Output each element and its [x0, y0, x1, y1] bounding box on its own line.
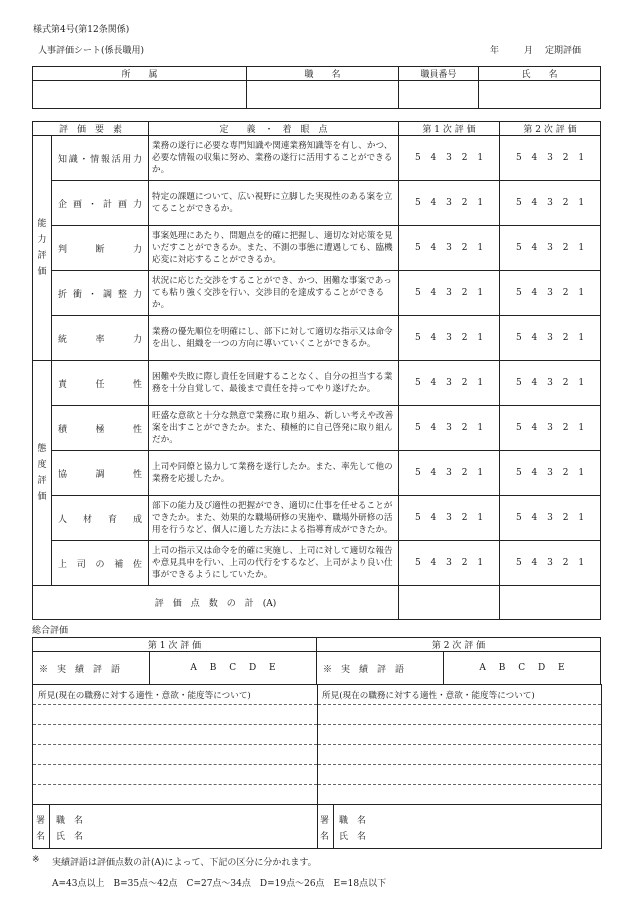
element-label: 積極性 [58, 424, 143, 435]
first-eval-score[interactable]: 5 4 3 2 1 [399, 136, 500, 181]
element-label: 判断力 [58, 244, 143, 255]
first-eval-score[interactable]: 5 4 3 2 1 [399, 226, 500, 271]
period-month: 月 [524, 46, 534, 56]
group-attitude-char: 評 [37, 476, 47, 486]
period-year: 年 [490, 46, 500, 56]
element-label: 上司の補佐 [58, 559, 143, 570]
second-post-label: 職 名 [339, 816, 367, 826]
second-eval-score[interactable]: 5 4 3 2 1 [500, 181, 601, 226]
element-definition: 事案処理にあたり、問題点を的確に把握し、適切な対応策を見いだすことができるか。また、不測の事態に遭遇しても、臨機応変に対応することができるか。 [149, 226, 399, 271]
group-ability-char: 価 [37, 267, 47, 277]
header-first-eval: 第 1 次 評 価 [399, 122, 500, 136]
group-attitude-char: 価 [37, 492, 47, 502]
first-signature-field[interactable] [103, 808, 308, 844]
overall-section-title: 総合評価 [32, 626, 69, 636]
element-label: 人材育成 [58, 514, 143, 525]
element-definition: 業務の遂行に必要な専門知識や関連業務知識等を有し、かつ、必要な情報の収集に努め、業務の遂行に活用することができるか。 [149, 136, 399, 181]
group-attitude [33, 361, 52, 586]
element-definition: 上司の指示又は命令を的確に実施し、上司に対して適切な報告や意見具申を行い、上司の代行をするなど、上司がより良い仕事ができるようにしていたか。 [149, 541, 399, 586]
element-label: 統率力 [58, 334, 143, 345]
element-label: 企画・計画力 [58, 199, 143, 210]
element-definition: 状況に応じた交渉をすることができ、かつ、困難な事案であっても粘り強く交渉を行い、交渉目的を達成することができるか。 [149, 271, 399, 316]
employee-info-table [32, 66, 601, 109]
form-number: 様式第4号(第12条関係) [33, 25, 130, 35]
second-rating-cell [317, 652, 601, 685]
group-ability-char: 力 [37, 235, 47, 245]
element-label: 協調性 [58, 469, 143, 480]
second-eval-total[interactable] [500, 586, 601, 620]
second-eval-score[interactable]: 5 4 3 2 1 [500, 361, 601, 406]
header-definition: 定 義 ・ 着 眼 点 [149, 122, 399, 136]
second-eval-score[interactable]: 5 4 3 2 1 [500, 271, 601, 316]
notes-grades: A=43点以上 B=35点～42点 C=27点～34点 D=19点～26点 E=18点以下 [52, 879, 387, 889]
second-comment-label: 所見(現在の職務に対する適性・意欲・能度等について) [322, 691, 535, 701]
group-attitude-char: 度 [37, 460, 47, 470]
overall-rating-table [32, 637, 601, 685]
second-rating-options[interactable]: A B C D E [479, 663, 565, 673]
affiliation-field[interactable] [33, 81, 247, 109]
period-type: 定期評価 [545, 46, 582, 56]
notes-mark: ※ [32, 855, 40, 865]
first-sign-char: 名 [36, 832, 46, 842]
signature-box [32, 804, 602, 849]
second-eval-score[interactable]: 5 4 3 2 1 [500, 406, 601, 451]
second-eval-score[interactable]: 5 4 3 2 1 [500, 496, 601, 541]
header-position: 職 名 [247, 67, 399, 81]
second-comment-lines[interactable] [318, 702, 601, 802]
element-definition: 業務の優先順位を明確にし、部下に対して適切な指示又は命令を出し、組織を一つの方向に導いていくことができるか。 [149, 316, 399, 361]
first-eval-score[interactable]: 5 4 3 2 1 [399, 406, 500, 451]
element-definition: 旺盛な意欲と十分な熱意で業務に取り組み、新しい考えや改善案を出すことができたか。また、積極的に自己啓発に取り組んだか。 [149, 406, 399, 451]
first-rating-label: ※ 実 績 評 語 [33, 652, 150, 684]
first-eval-score[interactable]: 5 4 3 2 1 [399, 541, 500, 586]
element-label: 責任性 [58, 379, 143, 390]
element-definition: 困難や失敗に際し責任を回避することなく、自分の担当する業務を十分自覚して、最後まで責任を持ってやり遂げたか。 [149, 361, 399, 406]
first-rating-cell [33, 652, 317, 685]
comments-box [32, 684, 602, 805]
first-comment-lines[interactable] [33, 702, 317, 802]
first-eval-score[interactable]: 5 4 3 2 1 [399, 181, 500, 226]
first-eval-score[interactable]: 5 4 3 2 1 [399, 496, 500, 541]
second-signature-field[interactable] [388, 808, 593, 844]
second-rating-label: ※ 実 績 評 語 [317, 652, 444, 684]
evaluation-table [32, 121, 601, 620]
notes-text: 実績評語は評価点数の計(A)によって、下記の区分に分かれます。 [52, 858, 317, 868]
overall-second-header: 第 2 次 評 価 [317, 638, 601, 652]
group-ability-char: 評 [37, 251, 47, 261]
second-sign-char: 名 [320, 832, 330, 842]
header-employee-number: 職員番号 [399, 67, 479, 81]
second-name-label: 氏 名 [339, 832, 367, 842]
name-field[interactable] [479, 81, 601, 109]
first-eval-total[interactable] [399, 586, 500, 620]
header-second-eval: 第 2 次 評 価 [500, 122, 601, 136]
first-comment-label: 所見(現在の職務に対する適性・意欲・能度等について) [38, 691, 251, 701]
element-label: 知識・情報活用力 [58, 154, 143, 165]
first-rating-options[interactable]: A B C D E [190, 663, 276, 673]
group-ability [33, 136, 52, 361]
group-attitude-char: 態 [37, 444, 47, 454]
second-eval-score[interactable]: 5 4 3 2 1 [500, 541, 601, 586]
element-definition: 部下の能力及び適性の把握ができ、適切に仕事を任せることができたか。また、効果的な職場研修の実施や、職場外研修の活用を行うなど、個人に適した方法による指導育成ができたか。 [149, 496, 399, 541]
first-name-label: 氏 名 [56, 832, 84, 842]
sheet-title: 人事評価シート(係長職用) [38, 46, 145, 56]
element-definition: 特定の課題について、広い視野に立脚した実現性のある案を立てることができるか。 [149, 181, 399, 226]
header-affiliation: 所 属 [33, 67, 247, 81]
first-eval-score[interactable]: 5 4 3 2 1 [399, 316, 500, 361]
header-element: 評 価 要 素 [33, 122, 149, 136]
first-eval-score[interactable]: 5 4 3 2 1 [399, 361, 500, 406]
header-name: 氏 名 [479, 67, 601, 81]
first-sign-char: 署 [36, 816, 46, 826]
element-label: 折衝・調整力 [58, 289, 143, 300]
position-field[interactable] [247, 81, 399, 109]
second-eval-score[interactable]: 5 4 3 2 1 [500, 316, 601, 361]
second-sign-char: 署 [320, 816, 330, 826]
first-eval-score[interactable]: 5 4 3 2 1 [399, 271, 500, 316]
employee-number-field[interactable] [399, 81, 479, 109]
group-ability-char: 能 [37, 219, 47, 229]
overall-first-header: 第 1 次 評 価 [33, 638, 317, 652]
total-label: 評 価 点 数 の 計 (A) [33, 586, 399, 620]
second-eval-score[interactable]: 5 4 3 2 1 [500, 451, 601, 496]
second-eval-score[interactable]: 5 4 3 2 1 [500, 136, 601, 181]
second-eval-score[interactable]: 5 4 3 2 1 [500, 226, 601, 271]
first-eval-score[interactable]: 5 4 3 2 1 [399, 451, 500, 496]
first-post-label: 職 名 [56, 816, 84, 826]
element-definition: 上司や同僚と協力して業務を遂行したか。また、率先して他の業務を応援したか。 [149, 451, 399, 496]
